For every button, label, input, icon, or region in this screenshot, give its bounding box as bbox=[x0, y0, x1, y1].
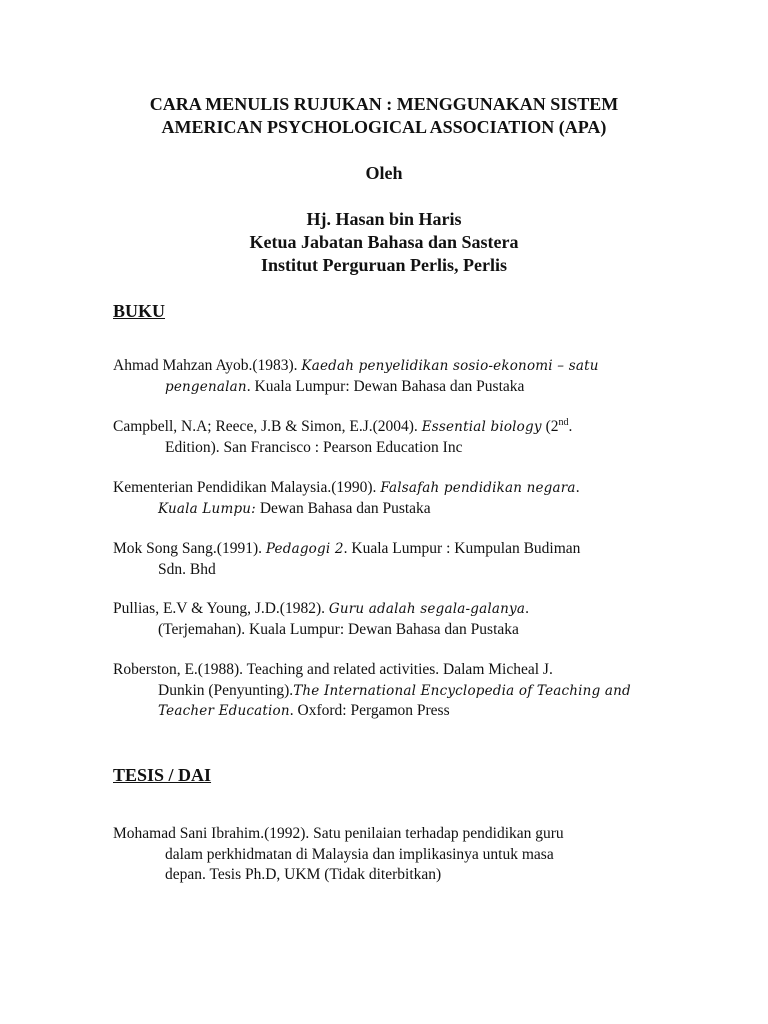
ref-text: depan. Tesis Ph.D, UKM (Tidak diterbitkan) bbox=[165, 866, 442, 883]
document-title-line-1: CARA MENULIS RUJUKAN : MENGGUNAKAN SISTEM bbox=[149, 94, 619, 114]
ref-text: Mohamad Sani Ibrahim.(1992). Satu penilaian terhadap pendidikan guru bbox=[113, 825, 564, 842]
ref-title-italic: Pedagogi 2 bbox=[265, 541, 344, 557]
author-institution: Institut Perguruan Perlis, Perlis bbox=[261, 255, 507, 275]
ref-title-italic: Falsafah pendidikan negara bbox=[380, 480, 576, 496]
section-heading-buku: BUKU bbox=[113, 301, 166, 321]
ref-text: . Kuala Lumpur : Kumpulan Budiman bbox=[343, 540, 581, 557]
reference-entry bbox=[113, 539, 580, 580]
ref-title-italic: Guru adalah segala-galanya bbox=[328, 601, 526, 617]
ref-text: . Oxford: Pergamon Press bbox=[289, 702, 450, 719]
ref-text: Dewan Bahasa dan Pustaka bbox=[255, 499, 431, 517]
ref-place-italic: Kuala Lumpu: bbox=[158, 500, 256, 517]
reference-entry bbox=[113, 478, 580, 519]
ref-text: Sdn. Bhd bbox=[158, 560, 216, 578]
author-name: Hj. Hasan bin Haris bbox=[306, 209, 462, 229]
ref-text: . Kuala Lumpur: Dewan Bahasa dan Pustaka bbox=[246, 377, 525, 395]
ref-text: Ahmad Mahzan Ayob.(1983). bbox=[113, 357, 302, 374]
ref-title-italic: Essential biology bbox=[421, 419, 542, 435]
ref-text: . bbox=[568, 418, 573, 435]
reference-entry bbox=[113, 417, 572, 458]
ref-text: Campbell, N.A; Reece, J.B & Simon, E.J.(2004). bbox=[113, 418, 422, 435]
ref-text: (2 bbox=[541, 418, 559, 435]
ref-title-italic: Teacher Education bbox=[158, 703, 290, 719]
reference-entry bbox=[113, 599, 529, 640]
ref-superscript: nd bbox=[558, 416, 569, 428]
ref-text: Pullias, E.V & Young, J.D.(1982). bbox=[113, 600, 329, 617]
ref-text: dalam perkhidmatan di Malaysia dan implikasinya untuk masa bbox=[165, 845, 554, 863]
ref-text: . bbox=[575, 479, 580, 496]
reference-entry bbox=[113, 356, 599, 397]
ref-text: (Terjemahan). Kuala Lumpur: Dewan Bahasa dan Pustaka bbox=[158, 620, 519, 638]
ref-title-italic: pengenalan bbox=[165, 378, 247, 395]
ref-text: Roberston, E.(1988). Teaching and related activities. Dalam Micheal J. bbox=[113, 661, 553, 678]
ref-text: Mok Song Sang.(1991). bbox=[113, 540, 266, 557]
reference-entry bbox=[113, 660, 631, 722]
byline-label: Oleh bbox=[365, 163, 403, 183]
ref-text: Dunkin (Penyunting). bbox=[158, 681, 294, 699]
reference-entry bbox=[113, 824, 564, 886]
section-heading-tesis: TESIS / DAI bbox=[113, 765, 212, 785]
document-title-line-2: AMERICAN PSYCHOLOGICAL ASSOCIATION (APA) bbox=[161, 117, 607, 137]
ref-text: Edition). San Francisco : Pearson Education Inc bbox=[165, 438, 463, 456]
author-position: Ketua Jabatan Bahasa dan Sastera bbox=[249, 232, 519, 252]
ref-text: . bbox=[525, 600, 529, 617]
ref-text: Kementerian Pendidikan Malaysia.(1990). bbox=[113, 479, 381, 496]
ref-title-italic: Kaedah penyelidikan sosio-ekonomi – satu bbox=[301, 358, 599, 374]
ref-title-italic: The International Encyclopedia of Teaching and bbox=[293, 682, 631, 699]
